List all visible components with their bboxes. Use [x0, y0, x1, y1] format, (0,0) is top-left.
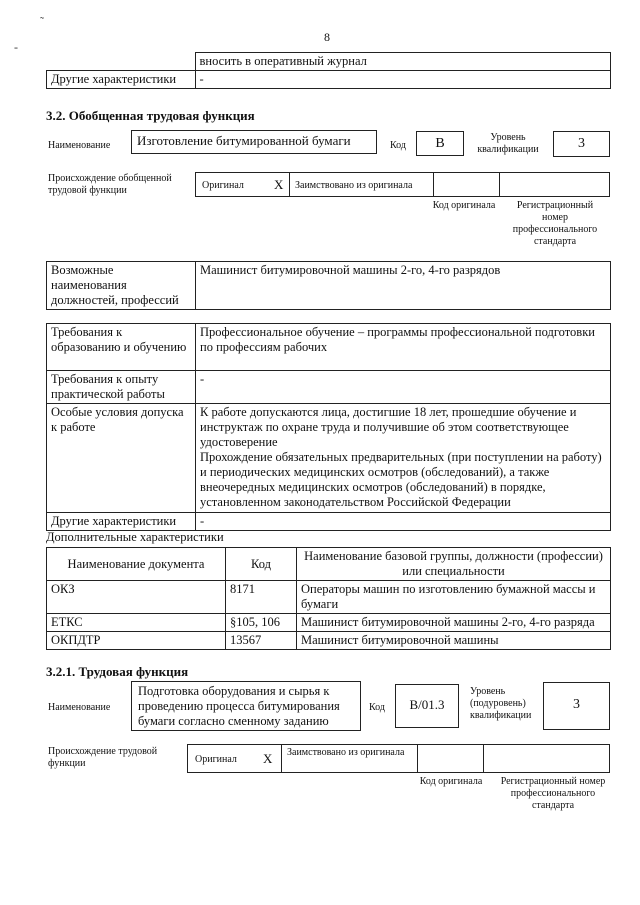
- name-label: Наименование: [48, 140, 111, 151]
- req-label: Требования к опыту практической работы: [47, 371, 196, 404]
- x-mark: X: [263, 751, 273, 766]
- reg-caption: Регистрационный номер профессионального стандарта: [512, 200, 598, 247]
- original-label: Оригинал: [202, 180, 244, 191]
- requirements-table: [46, 323, 611, 531]
- extra-table: [46, 547, 611, 650]
- borrowed-label: Заимствовано из оригинала: [287, 747, 405, 758]
- name-value: Подготовка оборудования и сырья к проведению процесса битумирования бумаги согласно сменному заданию: [131, 681, 361, 731]
- req-value: Профессиональное обучение – программы профессиональной подготовки по профессиям рабочих: [196, 324, 611, 371]
- req-label: Требования к образованию и обучению: [47, 324, 196, 371]
- top-table: [46, 52, 611, 89]
- origin-box: [187, 744, 610, 773]
- divider: [281, 745, 282, 773]
- level-label: Уровень квалификации: [477, 132, 539, 155]
- scan-mark: -: [14, 40, 18, 54]
- code-orig-caption: Код оригинала: [419, 776, 483, 787]
- col-header: Наименование документа: [47, 548, 226, 581]
- divider: [433, 173, 434, 197]
- positions-table: [46, 261, 611, 310]
- code-label: Код: [369, 702, 385, 713]
- original-label: Оригинал: [195, 754, 237, 765]
- level-value: 3: [553, 131, 610, 157]
- code-label: Код: [390, 140, 406, 151]
- divider: [417, 745, 418, 773]
- row-value: -: [195, 71, 611, 89]
- scan-mark: ˜: [40, 14, 44, 28]
- code-value: B: [416, 131, 464, 156]
- level-label: Уровень (подуровень) квалификации: [470, 686, 532, 721]
- table-cell: 8171: [226, 581, 297, 614]
- section-heading: 3.2.1. Трудовая функция: [46, 664, 189, 679]
- level-value: 3: [543, 682, 610, 730]
- extra-heading: Дополнительные характеристики: [46, 530, 224, 544]
- name-label: Наименование: [48, 702, 111, 713]
- req-value: -: [196, 371, 611, 404]
- x-mark: X: [274, 177, 284, 192]
- req-label: Другие характеристики: [47, 513, 196, 531]
- req-paragraph: Прохождение обязательных предварительных (при поступлении на работу) и периодических медицинских осмотров (обследований), а также внеочередных медицинских осмотров (обследований) в порядке, установленном законодательством Российской Федерации: [200, 450, 602, 509]
- req-paragraph: К работе допускаются лица, достигшие 18 лет, прошедшие обучение и инструктаж по охране труда и получившие об этом соответствующее удостоверение: [200, 405, 577, 449]
- divider: [499, 173, 500, 197]
- origin-label: Происхождение обобщенной трудовой функции: [48, 173, 172, 196]
- col-header: Код: [226, 548, 297, 581]
- divider: [483, 745, 484, 773]
- table-cell: 13567: [226, 632, 297, 650]
- col-header: Наименование базовой группы, должности (профессии) или специальности: [297, 548, 611, 581]
- borrowed-label: Заимствовано из оригинала: [295, 180, 413, 191]
- origin-box: [195, 172, 610, 197]
- page-number: 8: [324, 30, 330, 44]
- positions-value: Машинист битумировочной машины 2-го, 4-го разрядов: [196, 262, 611, 310]
- divider: [289, 173, 290, 197]
- row-label: Другие характеристики: [47, 71, 196, 89]
- table-cell: Машинист битумировочной машины: [297, 632, 611, 650]
- code-orig-caption: Код оригинала: [432, 200, 496, 211]
- req-label: Особые условия допуска к работе: [47, 404, 196, 513]
- table-cell: §105, 106: [226, 614, 297, 632]
- table-cell: ОКПДТР: [47, 632, 226, 650]
- row-value: вносить в оперативный журнал: [195, 53, 611, 71]
- section-heading: 3.2. Обобщенная трудовая функция: [46, 108, 255, 123]
- table-cell: ОКЗ: [47, 581, 226, 614]
- req-value: [196, 404, 611, 513]
- req-value: -: [196, 513, 611, 531]
- name-value: Изготовление битумированной бумаги: [131, 130, 377, 154]
- table-cell: Операторы машин по изготовлению бумажной массы и бумаги: [297, 581, 611, 614]
- code-value: B/01.3: [395, 684, 459, 728]
- table-cell: Машинист битумировочной машины 2-го, 4-го разряда: [297, 614, 611, 632]
- table-cell: ЕТКС: [47, 614, 226, 632]
- reg-caption: Регистрационный номер профессионального стандарта: [500, 776, 606, 811]
- origin-label: Происхождение трудовой функции: [48, 746, 158, 769]
- positions-label: Возможные наименования должностей, профессий: [47, 262, 196, 310]
